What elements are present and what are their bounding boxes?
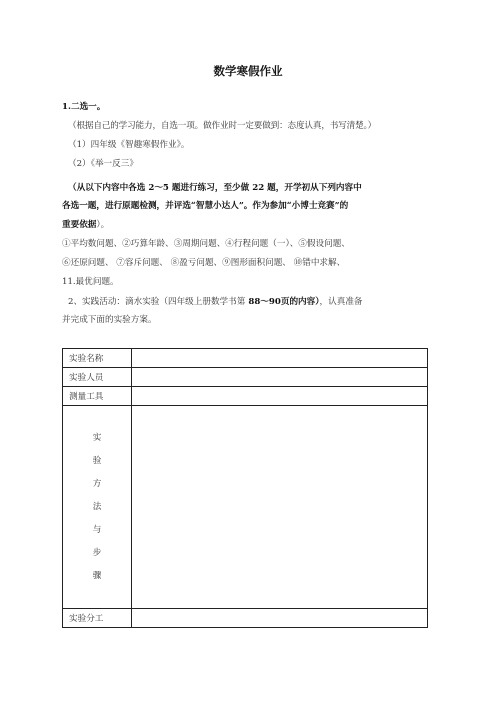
table-row: [63, 406, 428, 609]
requirement-line-1: （从以下内容中各选 2～5 题进行练习，至少做 22 题，开学初从下列内容中: [68, 183, 362, 193]
section1-heading: 1.二选一。: [62, 102, 106, 112]
option-2: （2）《举一反三》: [68, 159, 138, 169]
section2-line-2: 并完成下面的实验方案。: [62, 315, 157, 325]
topics-line-1: ①平均数问题、②巧算年龄、③周期问题、④行程问题（一）、⑤假设问题、: [62, 239, 350, 249]
task-division-label: 实验分工: [63, 609, 132, 628]
measuring-tools-label: 测量工具: [63, 387, 132, 406]
method-steps-field[interactable]: [132, 406, 428, 609]
section2-tail: ，认真准备: [319, 297, 363, 307]
experiment-members-field[interactable]: [132, 368, 428, 387]
table-row: [63, 387, 428, 406]
experiment-name-field[interactable]: [132, 349, 428, 368]
requirement-line-3: [62, 219, 436, 231]
topics-line-2: ⑥还原问题、 ⑦容斥问题、 ⑧盈亏问题、⑨图形面积问题、 ⑩错中求解、: [62, 258, 346, 268]
table-row: [63, 349, 428, 368]
requirement-emphasis: 重要依据: [62, 220, 97, 230]
experiment-name-label: 实验名称: [63, 349, 132, 368]
table-row: [63, 368, 428, 387]
section2-pages: 88～90页的内容）: [245, 297, 320, 307]
section2-line-1: [68, 296, 442, 308]
section2-intro: 2、实践活动：滴水实验（四年级上册数学书第: [68, 297, 246, 307]
experiment-members-label: 实验人员: [63, 368, 132, 387]
task-division-field[interactable]: [132, 609, 428, 628]
requirement-line-2: 各选一题，进行原题检测，并评选“智慧小达人”。作为参加“小博士竞赛”的: [62, 201, 349, 211]
section1-instruction: （根据自己的学习能力，自选一项。做作业时一定要做到：态度认真，书写清楚。）: [68, 121, 377, 131]
table-row: [63, 609, 428, 628]
requirement-close: ）。: [96, 220, 110, 230]
topics-line-3: 11.最优问题。: [62, 277, 119, 287]
page-title: 数学寒假作业: [213, 64, 283, 78]
method-steps-label: [63, 406, 132, 609]
experiment-plan-table: [62, 348, 428, 628]
option-1: （1）四年级《智趣寒假作业》。: [68, 140, 190, 150]
measuring-tools-field[interactable]: [132, 387, 428, 406]
method-steps-label-text: 实验方法与步骤: [92, 432, 102, 581]
